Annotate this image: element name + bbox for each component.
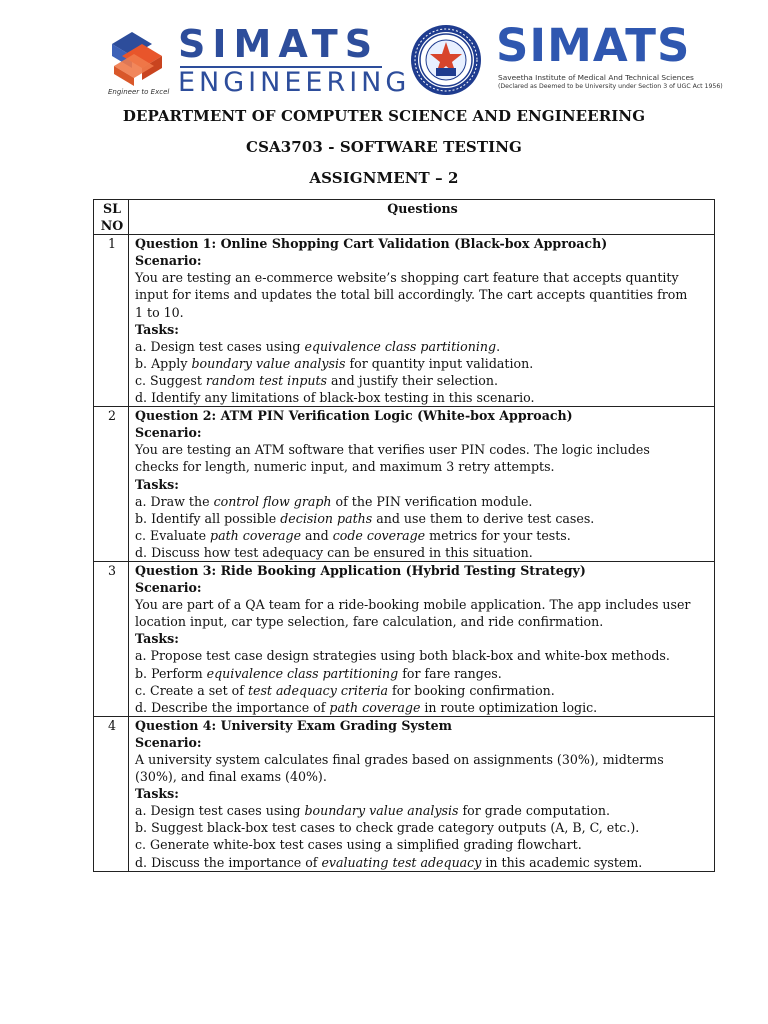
task-emphasis: boundary value analysis [304,803,459,819]
scenario-label: Scenario: [135,734,202,750]
task-item [135,665,710,682]
task-text: a. Design test cases using [135,338,305,354]
question-cell [129,235,715,407]
scenario-line: checks for length, numeric input, and maximum 3 retry attempts. [135,459,555,475]
task-emphasis: random test inputs [205,372,328,388]
task-text: for booking confirmation. [388,682,555,698]
question-title: Question 3: Ride Booking Application (Hybrid Testing Strategy) [135,562,586,578]
scenario-line: You are testing an e-commerce website’s shopping cart feature that accepts quantity [135,270,679,286]
table-row [94,235,715,407]
task-emphasis: decision paths [280,510,373,526]
task-text: in route optimization logic. [420,699,598,715]
task-text: d. Discuss the importance of [135,854,322,870]
logo-declaration: (Declared as Deemed to be University under Section 3 of UGC Act 1956) [498,83,723,90]
task-text: and [301,527,333,543]
task-text: for fare ranges. [398,665,502,681]
department-title: DEPARTMENT OF COMPUTER SCIENCE AND ENGINEERING [122,107,646,125]
task-emphasis: equivalence class partitioning [206,665,399,681]
table-row [94,716,715,871]
task-text: a. Design test cases using [135,803,305,819]
question-number: 2 [94,407,129,562]
header-questions: Questions [129,200,715,235]
task-emphasis: equivalence class partitioning [304,338,497,354]
task-text: d. Describe the importance of [135,699,330,715]
task-item [135,802,710,819]
scenario-label: Scenario: [135,253,202,269]
course-title: CSA3703 - SOFTWARE TESTING [246,138,522,156]
question-title: Question 1: Online Shopping Cart Validation (Black-box Approach) [135,236,608,252]
task-text: d. Identify any limitations of black-box testing in this scenario. [135,390,535,406]
task-item [135,389,710,406]
scenario-label: Scenario: [135,580,202,596]
task-text: a. Draw the [135,493,214,509]
simats-engineering-logo [104,22,411,100]
tasks-label: Tasks: [135,476,179,492]
task-item [135,372,710,389]
header-sl-no [94,200,129,235]
question-cell [129,561,715,716]
task-text: d. Discuss how test adequacy can be ensured in this situation. [135,544,533,560]
scenario-line: A university system calculates final grades based on assignments (30%), midterms [135,752,664,767]
question-number: 4 [94,716,129,871]
task-text: c. Suggest [135,372,206,388]
task-text: for quantity input validation. [345,355,534,371]
logo-word-simats-right: SIMATS [496,19,691,72]
task-text: . [496,338,501,354]
task-text: for grade computation. [458,803,610,819]
table-row [94,407,715,562]
task-text: of the PIN verification module. [331,493,533,509]
task-emphasis: boundary value analysis [191,355,346,371]
task-item [135,836,710,853]
task-item [135,854,710,871]
logo-word-simats: SIMATS [178,22,380,66]
task-text: and use them to derive test cases. [372,510,595,526]
question-number: 1 [94,235,129,407]
scenario-line: 1 to 10. [135,304,184,320]
task-text: a. Propose test case design strategies using both black-box and white-box methods. [135,648,670,664]
questions-table [93,199,715,872]
question-cell [129,716,715,871]
task-emphasis: test adequacy criteria [247,682,389,698]
tasks-label: Tasks: [135,631,179,647]
task-item [135,682,710,699]
scenario-line: input for items and updates the total bill accordingly. The cart accepts quantities from [135,287,688,303]
task-text: metrics for your tests. [425,527,571,543]
task-emphasis: code coverage [332,527,426,543]
scenario-line: (30%), and final exams (40%). [135,769,327,785]
task-emphasis: path coverage [329,699,421,715]
scenario-label: Scenario: [135,425,202,441]
tasks-label: Tasks: [135,321,179,337]
questions-body [94,235,715,871]
question-number: 3 [94,561,129,716]
task-item [135,699,710,716]
question-title: Question 2: ATM PIN Verification Logic (White-box Approach) [135,408,573,424]
university-seal-icon [410,24,482,96]
task-item [135,647,710,664]
task-item [135,819,710,836]
scenario-line: You are testing an ATM software that verifies user PIN codes. The logic includes [135,442,650,458]
task-text: c. Create a set of [135,682,248,698]
task-emphasis: path coverage [210,527,302,543]
logo-subtitle: Saveetha Institute of Medical And Technical Sciences [498,73,694,82]
simats-engineering-emblem-icon [104,26,166,88]
task-item [135,544,710,561]
task-text: c. Evaluate [135,527,211,543]
header-sl-label: SL [103,201,121,216]
task-item [135,510,710,527]
question-title: Question 4: University Exam Grading System [135,717,452,733]
task-text: b. Suggest black-box test cases to check grade category outputs (A, B, C, etc.). [135,820,640,836]
header-no-label: NO [100,218,124,234]
assignment-title: ASSIGNMENT – 2 [309,169,459,187]
task-text: b. Apply [135,355,192,371]
task-item [135,527,710,544]
task-text: c. Generate white-box test cases using a simplified grading flowchart. [135,837,582,853]
question-cell [129,407,715,562]
task-item [135,493,710,510]
logo-tagline: Engineer to Excel [108,88,170,96]
task-emphasis: control flow graph [213,493,332,509]
table-header-row [94,200,715,235]
scenario-line: location input, car type selection, fare calculation, and ride confirmation. [135,614,604,630]
table-row [94,561,715,716]
document-header [104,19,723,100]
task-emphasis: evaluating test adequacy [321,854,482,870]
scenario-line: You are part of a QA team for a ride-booking mobile application. The app includes user [135,597,691,613]
task-text: in this academic system. [481,854,643,870]
task-item [135,338,710,355]
logo-word-engineering: ENGINEERING [178,67,411,98]
task-text: b. Identify all possible [135,510,281,526]
task-text: and justify their selection. [327,372,498,388]
task-text: b. Perform [135,665,207,681]
tasks-label: Tasks: [135,786,179,802]
task-item [135,355,710,372]
